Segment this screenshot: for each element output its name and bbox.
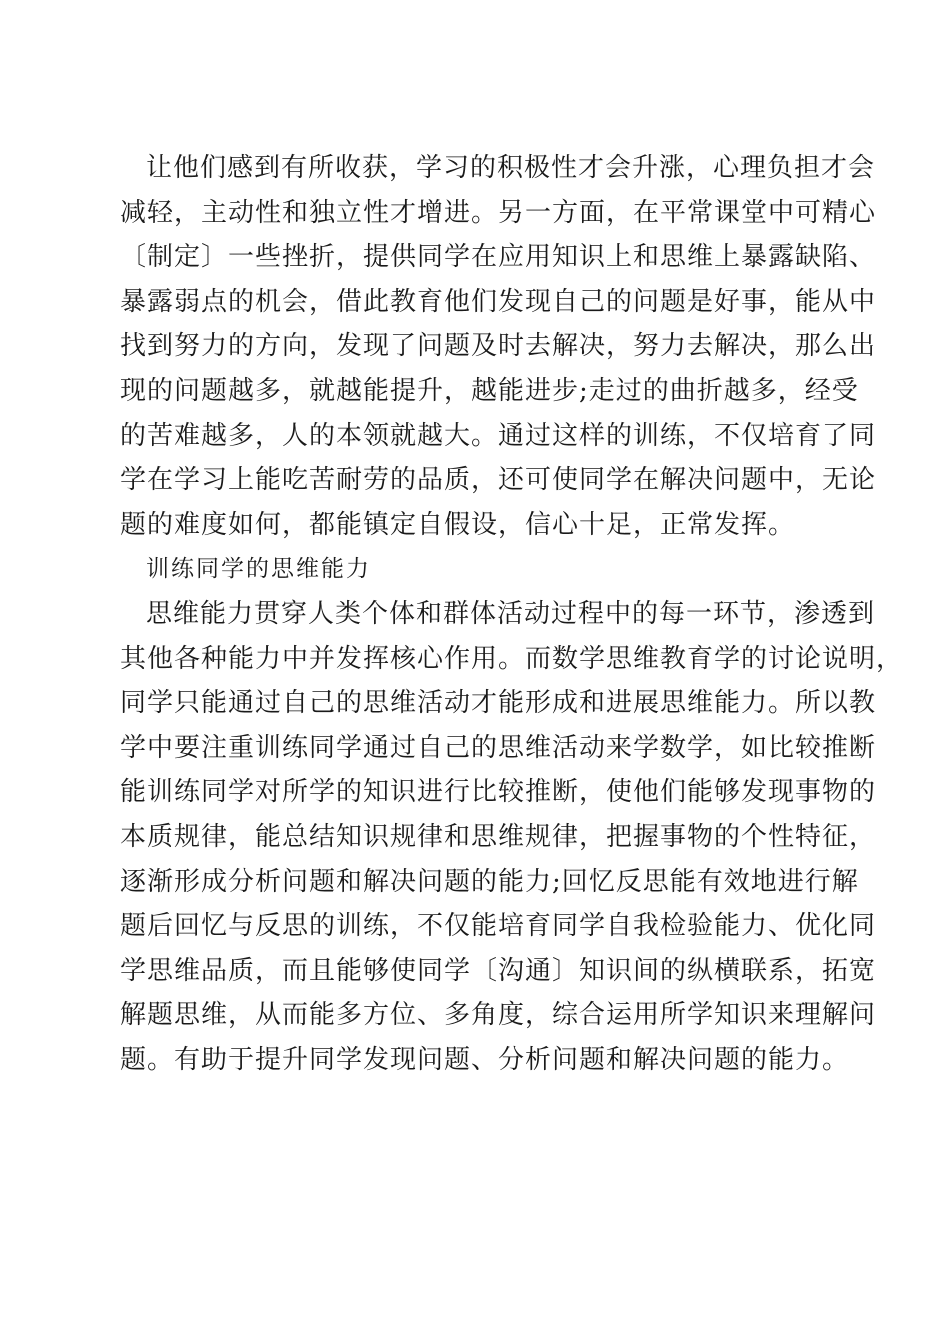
paragraph-line: 〔制定〕一些挫折，提供同学在应用知识上和思维上暴露缺陷、 xyxy=(120,242,877,273)
paragraph-line: 本质规律，能总结知识规律和思维规律，把握事物的个性特征， xyxy=(120,821,877,852)
paragraph xyxy=(120,146,877,547)
paragraph-line: 减轻，主动性和独立性才增进。另一方面，在平常课堂中可精心 xyxy=(120,197,877,228)
paragraph-line: 让他们感到有所收获，学习的积极性才会升涨，心理负担才会 xyxy=(146,153,876,183)
paragraph-line: 找到努力的方向，发现了问题及时去解决，努力去解决，那么出 xyxy=(120,331,877,362)
paragraph-line: 学中要注重训练同学通过自己的思维活动来学数学，如比较推断 xyxy=(120,732,877,763)
paragraph-line: 学在学习上能吃苦耐劳的品质，还可使同学在解决问题中，无论 xyxy=(120,465,877,496)
paragraph-line: 能训练同学对所学的知识进行比较推断，使他们能够发现事物的 xyxy=(120,777,877,808)
paragraph-line: 题后回忆与反思的训练，不仅能培育同学自我检验能力、优化同 xyxy=(120,911,877,942)
paragraph-line: 题。有助于提升同学发现问题、分析问题和解决问题的能力。 xyxy=(120,1044,850,1075)
paragraph-line: 思维能力贯穿人类个体和群体活动过程中的每一环节，渗透到 xyxy=(146,598,876,629)
paragraph-line: 同学只能通过自己的思维活动才能形成和进展思维能力。所以教 xyxy=(120,688,877,719)
paragraph-line: 的苦难越多，人的本领就越大。通过这样的训练，不仅培育了同 xyxy=(120,420,877,451)
paragraph-line: 其他各种能力中并发挥核心作用。而数学思维教育学的讨论说明， xyxy=(120,643,904,674)
paragraph-line: 暴露弱点的机会，借此教育他们发现自己的问题是好事，能从中 xyxy=(120,286,877,317)
paragraph-line: 题的难度如何，都能镇定自假设，信心十足，正常发挥。 xyxy=(120,509,796,540)
document-body xyxy=(120,146,904,1082)
paragraph-line: 现的问题越多，就越能提升，越能进步;走过的曲折越多，经受 xyxy=(120,375,859,406)
paragraph-line: 解题思维，从而能多方位、多角度，综合运用所学知识来理解问 xyxy=(120,1000,877,1031)
paragraph-line: 学思维品质，而且能够使同学〔沟通〕知识间的纵横联系，拓宽 xyxy=(120,955,877,986)
section-heading: 训练同学的思维能力 xyxy=(146,556,371,583)
paragraph-line: 逐渐形成分析问题和解决问题的能力;回忆反思能有效地进行解 xyxy=(120,866,859,897)
paragraph xyxy=(120,592,904,1083)
